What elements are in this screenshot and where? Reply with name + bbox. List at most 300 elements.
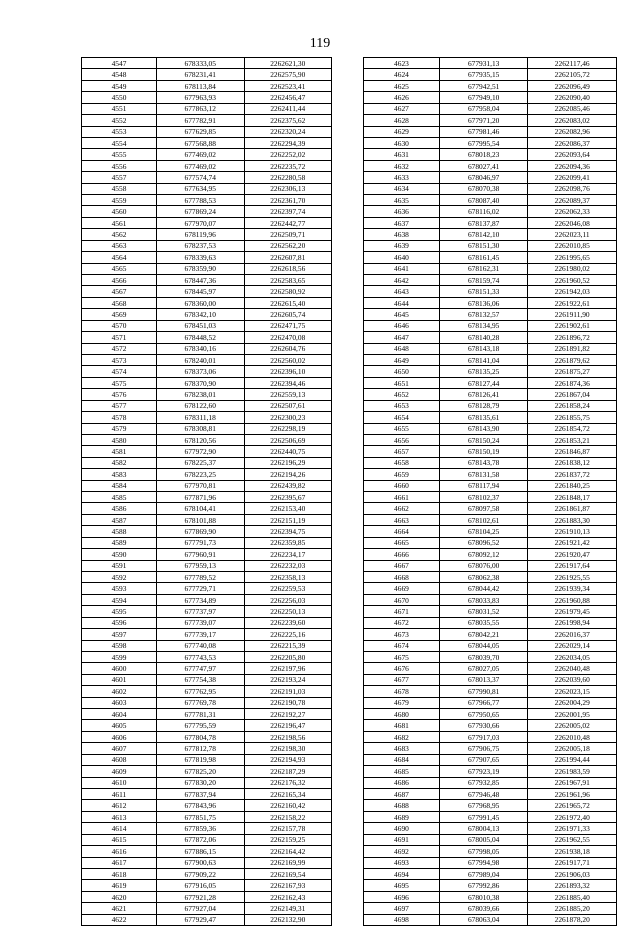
y-coordinate-cell: 2262040,48 [528, 663, 617, 674]
table-row [82, 834, 332, 845]
point-number-cell: 4657 [364, 446, 440, 457]
point-number-cell: 4610 [82, 777, 157, 788]
point-number-cell: 4595 [82, 606, 157, 617]
point-number-cell: 4558 [82, 183, 157, 194]
x-coordinate-cell: 677789,52 [157, 571, 245, 582]
page-number: 119 [309, 36, 331, 51]
table-row [364, 183, 617, 194]
y-coordinate-cell: 2262618,56 [244, 263, 332, 274]
y-coordinate-cell: 2262016,37 [528, 629, 617, 640]
table-row [82, 217, 332, 228]
point-number-cell: 4561 [82, 217, 157, 228]
point-number-cell: 4584 [82, 480, 157, 491]
y-coordinate-cell: 2262604,76 [244, 343, 332, 354]
y-coordinate-cell: 2262583,65 [244, 275, 332, 286]
x-coordinate-cell: 677921,28 [157, 891, 245, 902]
point-number-cell: 4635 [364, 195, 440, 206]
point-number-cell: 4663 [364, 514, 440, 525]
y-coordinate-cell: 2262442,77 [244, 217, 332, 228]
x-coordinate-cell: 678370,90 [157, 377, 245, 388]
x-coordinate-cell: 678044,05 [439, 640, 528, 651]
point-number-cell: 4611 [82, 789, 157, 800]
y-coordinate-cell: 2261878,20 [528, 914, 617, 925]
table-row [82, 126, 332, 137]
x-coordinate-cell: 678013,37 [439, 674, 528, 685]
y-coordinate-cell: 2261972,40 [528, 811, 617, 822]
table-row [364, 69, 617, 80]
point-number-cell: 4665 [364, 537, 440, 548]
x-coordinate-cell: 678161,45 [439, 252, 528, 263]
table-row [82, 206, 332, 217]
table-row [82, 229, 332, 240]
y-coordinate-cell: 2262153,40 [244, 503, 332, 514]
x-coordinate-cell: 677992,86 [439, 880, 528, 891]
table-row [82, 674, 332, 685]
point-number-cell: 4573 [82, 354, 157, 365]
y-coordinate-cell: 2262234,17 [244, 549, 332, 560]
point-number-cell: 4660 [364, 480, 440, 491]
table-row [364, 709, 617, 720]
y-coordinate-cell: 2261837,72 [528, 469, 617, 480]
table-row [82, 480, 332, 491]
y-coordinate-cell: 2262607,81 [244, 252, 332, 263]
y-coordinate-cell: 2262191,03 [244, 686, 332, 697]
x-coordinate-cell: 678087,40 [439, 195, 528, 206]
y-coordinate-cell: 2262099,41 [528, 172, 617, 183]
x-coordinate-cell: 677812,78 [157, 743, 245, 754]
y-coordinate-cell: 2262132,90 [244, 914, 332, 925]
y-coordinate-cell: 2261911,90 [528, 309, 617, 320]
point-number-cell: 4688 [364, 800, 440, 811]
table-row [82, 549, 332, 560]
point-number-cell: 4640 [364, 252, 440, 263]
x-coordinate-cell: 677743,53 [157, 651, 245, 662]
table-row [82, 377, 332, 388]
x-coordinate-cell: 677568,88 [157, 137, 245, 148]
table-row [364, 389, 617, 400]
point-number-cell: 4594 [82, 594, 157, 605]
x-coordinate-cell: 677791,73 [157, 537, 245, 548]
x-coordinate-cell: 677998,05 [439, 846, 528, 857]
x-coordinate-cell: 678136,06 [439, 297, 528, 308]
point-number-cell: 4606 [82, 731, 157, 742]
x-coordinate-cell: 678062,38 [439, 571, 528, 582]
x-coordinate-cell: 678339,63 [157, 252, 245, 263]
y-coordinate-cell: 2262004,29 [528, 697, 617, 708]
point-number-cell: 4614 [82, 823, 157, 834]
table-row [364, 492, 617, 503]
table-row [82, 103, 332, 114]
point-number-cell: 4577 [82, 400, 157, 411]
y-coordinate-cell: 2262093,64 [528, 149, 617, 160]
point-number-cell: 4607 [82, 743, 157, 754]
point-number-cell: 4634 [364, 183, 440, 194]
y-coordinate-cell: 2262194,26 [244, 469, 332, 480]
table-row [82, 195, 332, 206]
x-coordinate-cell: 677989,04 [439, 868, 528, 879]
table-row [82, 560, 332, 571]
point-number-cell: 4556 [82, 160, 157, 171]
table-row [364, 697, 617, 708]
x-coordinate-cell: 677788,53 [157, 195, 245, 206]
table-row [364, 766, 617, 777]
point-number-cell: 4548 [82, 69, 157, 80]
table-row [82, 697, 332, 708]
x-coordinate-cell: 677634,95 [157, 183, 245, 194]
y-coordinate-cell: 2262160,42 [244, 800, 332, 811]
y-coordinate-cell: 2262005,18 [528, 743, 617, 754]
table-row [82, 343, 332, 354]
x-coordinate-cell: 678096,52 [439, 537, 528, 548]
x-coordinate-cell: 677981,46 [439, 126, 528, 137]
x-coordinate-cell: 678151,30 [439, 240, 528, 251]
point-number-cell: 4570 [82, 320, 157, 331]
y-coordinate-cell: 2262094,36 [528, 160, 617, 171]
point-number-cell: 4624 [364, 69, 440, 80]
table-row [82, 332, 332, 343]
point-number-cell: 4609 [82, 766, 157, 777]
y-coordinate-cell: 2261995,65 [528, 252, 617, 263]
x-coordinate-cell: 677968,95 [439, 800, 528, 811]
table-row [364, 560, 617, 571]
y-coordinate-cell: 2261979,45 [528, 606, 617, 617]
y-coordinate-cell: 2261962,55 [528, 834, 617, 845]
y-coordinate-cell: 2262394,46 [244, 377, 332, 388]
y-coordinate-cell: 2262158,22 [244, 811, 332, 822]
table-row [82, 651, 332, 662]
point-number-cell: 4583 [82, 469, 157, 480]
table-row [82, 263, 332, 274]
y-coordinate-cell: 2261920,47 [528, 549, 617, 560]
point-number-cell: 4679 [364, 697, 440, 708]
x-coordinate-cell: 678159,74 [439, 275, 528, 286]
table-row [364, 115, 617, 126]
table-row [364, 286, 617, 297]
y-coordinate-cell: 2262098,76 [528, 183, 617, 194]
x-coordinate-cell: 677931,13 [439, 58, 528, 69]
y-coordinate-cell: 2262010,48 [528, 731, 617, 742]
y-coordinate-cell: 2262151,19 [244, 514, 332, 525]
point-number-cell: 4564 [82, 252, 157, 263]
point-number-cell: 4581 [82, 446, 157, 457]
x-coordinate-cell: 677994,98 [439, 857, 528, 868]
x-coordinate-cell: 678225,37 [157, 457, 245, 468]
point-number-cell: 4695 [364, 880, 440, 891]
y-coordinate-cell: 2262023,11 [528, 229, 617, 240]
table-row [364, 663, 617, 674]
x-coordinate-cell: 677958,04 [439, 103, 528, 114]
y-coordinate-cell: 2262159,25 [244, 834, 332, 845]
point-number-cell: 4557 [82, 172, 157, 183]
y-coordinate-cell: 2262001,95 [528, 709, 617, 720]
y-coordinate-cell: 2262157,78 [244, 823, 332, 834]
y-coordinate-cell: 2262250,13 [244, 606, 332, 617]
y-coordinate-cell: 2262471,75 [244, 320, 332, 331]
point-number-cell: 4675 [364, 651, 440, 662]
y-coordinate-cell: 2262096,49 [528, 80, 617, 91]
table-row [82, 469, 332, 480]
x-coordinate-cell: 677737,97 [157, 606, 245, 617]
table-row [82, 640, 332, 651]
y-coordinate-cell: 2262117,46 [528, 58, 617, 69]
table-row [364, 252, 617, 263]
x-coordinate-cell: 677863,12 [157, 103, 245, 114]
point-number-cell: 4682 [364, 731, 440, 742]
table-row [364, 412, 617, 423]
y-coordinate-cell: 2261925,55 [528, 571, 617, 582]
y-coordinate-cell: 2261891,82 [528, 343, 617, 354]
y-coordinate-cell: 2262062,33 [528, 206, 617, 217]
table-row [364, 469, 617, 480]
point-number-cell: 4615 [82, 834, 157, 845]
table-row [82, 617, 332, 628]
x-coordinate-cell: 678142,10 [439, 229, 528, 240]
x-coordinate-cell: 678116,02 [439, 206, 528, 217]
point-number-cell: 4588 [82, 526, 157, 537]
table-row [82, 583, 332, 594]
x-coordinate-cell: 677886,15 [157, 846, 245, 857]
x-coordinate-cell: 678340,16 [157, 343, 245, 354]
y-coordinate-cell: 2261917,71 [528, 857, 617, 868]
table-row [82, 846, 332, 857]
x-coordinate-cell: 677959,13 [157, 560, 245, 571]
x-coordinate-cell: 678373,06 [157, 366, 245, 377]
table-row [364, 651, 617, 662]
table-row [82, 503, 332, 514]
point-number-cell: 4589 [82, 537, 157, 548]
y-coordinate-cell: 2261906,03 [528, 868, 617, 879]
x-coordinate-cell: 678102,37 [439, 492, 528, 503]
x-coordinate-cell: 678135,61 [439, 412, 528, 423]
point-number-cell: 4616 [82, 846, 157, 857]
point-number-cell: 4620 [82, 891, 157, 902]
x-coordinate-cell: 678143,18 [439, 343, 528, 354]
point-number-cell: 4661 [364, 492, 440, 503]
y-coordinate-cell: 2262359,85 [244, 537, 332, 548]
x-coordinate-cell: 678027,05 [439, 663, 528, 674]
table-row [364, 320, 617, 331]
y-coordinate-cell: 2261980,02 [528, 263, 617, 274]
point-number-cell: 4680 [364, 709, 440, 720]
x-coordinate-cell: 677859,36 [157, 823, 245, 834]
y-coordinate-cell: 2262397,74 [244, 206, 332, 217]
table-row [82, 320, 332, 331]
x-coordinate-cell: 677995,54 [439, 137, 528, 148]
point-number-cell: 4697 [364, 903, 440, 914]
point-number-cell: 4650 [364, 366, 440, 377]
y-coordinate-cell: 2262164,42 [244, 846, 332, 857]
y-coordinate-cell: 2262232,03 [244, 560, 332, 571]
x-coordinate-cell: 677729,71 [157, 583, 245, 594]
table-row [82, 754, 332, 765]
point-number-cell: 4600 [82, 663, 157, 674]
point-number-cell: 4637 [364, 217, 440, 228]
point-number-cell: 4641 [364, 263, 440, 274]
table-row [364, 503, 617, 514]
y-coordinate-cell: 2262197,96 [244, 663, 332, 674]
point-number-cell: 4590 [82, 549, 157, 560]
point-number-cell: 4551 [82, 103, 157, 114]
y-coordinate-cell: 2262294,39 [244, 137, 332, 148]
x-coordinate-cell: 677782,91 [157, 115, 245, 126]
y-coordinate-cell: 2262167,93 [244, 880, 332, 891]
point-number-cell: 4630 [364, 137, 440, 148]
y-coordinate-cell: 2261874,36 [528, 377, 617, 388]
point-number-cell: 4677 [364, 674, 440, 685]
table-row [364, 514, 617, 525]
point-number-cell: 4586 [82, 503, 157, 514]
point-number-cell: 4658 [364, 457, 440, 468]
y-coordinate-cell: 2261853,21 [528, 434, 617, 445]
x-coordinate-cell: 678143,90 [439, 423, 528, 434]
coordinate-table-left [81, 57, 332, 926]
point-number-cell: 4582 [82, 457, 157, 468]
point-number-cell: 4604 [82, 709, 157, 720]
table-row [364, 434, 617, 445]
table-row [82, 903, 332, 914]
table-row [364, 629, 617, 640]
x-coordinate-cell: 678447,36 [157, 275, 245, 286]
table-row [82, 92, 332, 103]
table-row [364, 206, 617, 217]
y-coordinate-cell: 2262149,31 [244, 903, 332, 914]
table-row [364, 549, 617, 560]
x-coordinate-cell: 677949,10 [439, 92, 528, 103]
y-coordinate-cell: 2262023,15 [528, 686, 617, 697]
x-coordinate-cell: 677739,07 [157, 617, 245, 628]
table-row [82, 366, 332, 377]
y-coordinate-cell: 2262193,24 [244, 674, 332, 685]
x-coordinate-cell: 678005,04 [439, 834, 528, 845]
x-coordinate-cell: 678122,60 [157, 400, 245, 411]
x-coordinate-cell: 677574,74 [157, 172, 245, 183]
table-row [364, 80, 617, 91]
table-row [82, 252, 332, 263]
table-row [364, 457, 617, 468]
point-number-cell: 4690 [364, 823, 440, 834]
y-coordinate-cell: 2262085,46 [528, 103, 617, 114]
point-number-cell: 4627 [364, 103, 440, 114]
table-row [364, 777, 617, 788]
table-row [364, 217, 617, 228]
point-number-cell: 4549 [82, 80, 157, 91]
y-coordinate-cell: 2262358,13 [244, 571, 332, 582]
x-coordinate-cell: 677754,38 [157, 674, 245, 685]
point-number-cell: 4593 [82, 583, 157, 594]
y-coordinate-cell: 2262190,78 [244, 697, 332, 708]
point-number-cell: 4565 [82, 263, 157, 274]
table-row [82, 800, 332, 811]
x-coordinate-cell: 677923,19 [439, 766, 528, 777]
point-number-cell: 4626 [364, 92, 440, 103]
point-number-cell: 4563 [82, 240, 157, 251]
x-coordinate-cell: 677740,08 [157, 640, 245, 651]
x-coordinate-cell: 678451,03 [157, 320, 245, 331]
y-coordinate-cell: 2261971,33 [528, 823, 617, 834]
point-number-cell: 4554 [82, 137, 157, 148]
y-coordinate-cell: 2261983,59 [528, 766, 617, 777]
y-coordinate-cell: 2261967,91 [528, 777, 617, 788]
point-number-cell: 4617 [82, 857, 157, 868]
y-coordinate-cell: 2262621,30 [244, 58, 332, 69]
point-number-cell: 4670 [364, 594, 440, 605]
y-coordinate-cell: 2262086,37 [528, 137, 617, 148]
point-number-cell: 4649 [364, 354, 440, 365]
x-coordinate-cell: 677909,22 [157, 868, 245, 879]
table-row [364, 857, 617, 868]
table-row [82, 891, 332, 902]
table-row [364, 400, 617, 411]
y-coordinate-cell: 2262306,13 [244, 183, 332, 194]
y-coordinate-cell: 2261896,72 [528, 332, 617, 343]
point-number-cell: 4592 [82, 571, 157, 582]
table-row [82, 240, 332, 251]
point-number-cell: 4659 [364, 469, 440, 480]
table-row [82, 434, 332, 445]
table-row [364, 880, 617, 891]
point-number-cell: 4643 [364, 286, 440, 297]
x-coordinate-cell: 677739,17 [157, 629, 245, 640]
table-row [82, 149, 332, 160]
y-coordinate-cell: 2261998,94 [528, 617, 617, 628]
table-row [364, 275, 617, 286]
y-coordinate-cell: 2262252,02 [244, 149, 332, 160]
table-row [82, 743, 332, 754]
table-row [82, 423, 332, 434]
y-coordinate-cell: 2261917,64 [528, 560, 617, 571]
x-coordinate-cell: 677734,89 [157, 594, 245, 605]
point-number-cell: 4631 [364, 149, 440, 160]
y-coordinate-cell: 2262456,47 [244, 92, 332, 103]
table-row [364, 606, 617, 617]
table-row [364, 640, 617, 651]
table-row [82, 823, 332, 834]
x-coordinate-cell: 678120,56 [157, 434, 245, 445]
table-row [82, 69, 332, 80]
x-coordinate-cell: 678150,24 [439, 434, 528, 445]
table-row [364, 423, 617, 434]
point-number-cell: 4587 [82, 514, 157, 525]
x-coordinate-cell: 677825,20 [157, 766, 245, 777]
x-coordinate-cell: 678141,04 [439, 354, 528, 365]
x-coordinate-cell: 677970,07 [157, 217, 245, 228]
point-number-cell: 4559 [82, 195, 157, 206]
y-coordinate-cell: 2261848,17 [528, 492, 617, 503]
point-number-cell: 4547 [82, 58, 157, 69]
table-row [364, 834, 617, 845]
table-row [364, 92, 617, 103]
point-number-cell: 4687 [364, 789, 440, 800]
x-coordinate-cell: 678342,10 [157, 309, 245, 320]
table-row [364, 332, 617, 343]
y-coordinate-cell: 2261875,27 [528, 366, 617, 377]
table-row [82, 275, 332, 286]
y-coordinate-cell: 2262575,90 [244, 69, 332, 80]
table-row [364, 571, 617, 582]
y-coordinate-cell: 2262010,85 [528, 240, 617, 251]
x-coordinate-cell: 677837,94 [157, 789, 245, 800]
y-coordinate-cell: 2261922,61 [528, 297, 617, 308]
point-number-cell: 4599 [82, 651, 157, 662]
point-number-cell: 4684 [364, 754, 440, 765]
y-coordinate-cell: 2262176,32 [244, 777, 332, 788]
x-coordinate-cell: 678333,05 [157, 58, 245, 69]
table-row [364, 914, 617, 925]
x-coordinate-cell: 678035,55 [439, 617, 528, 628]
y-coordinate-cell: 2262169,54 [244, 868, 332, 879]
y-coordinate-cell: 2262235,72 [244, 160, 332, 171]
point-number-cell: 4693 [364, 857, 440, 868]
